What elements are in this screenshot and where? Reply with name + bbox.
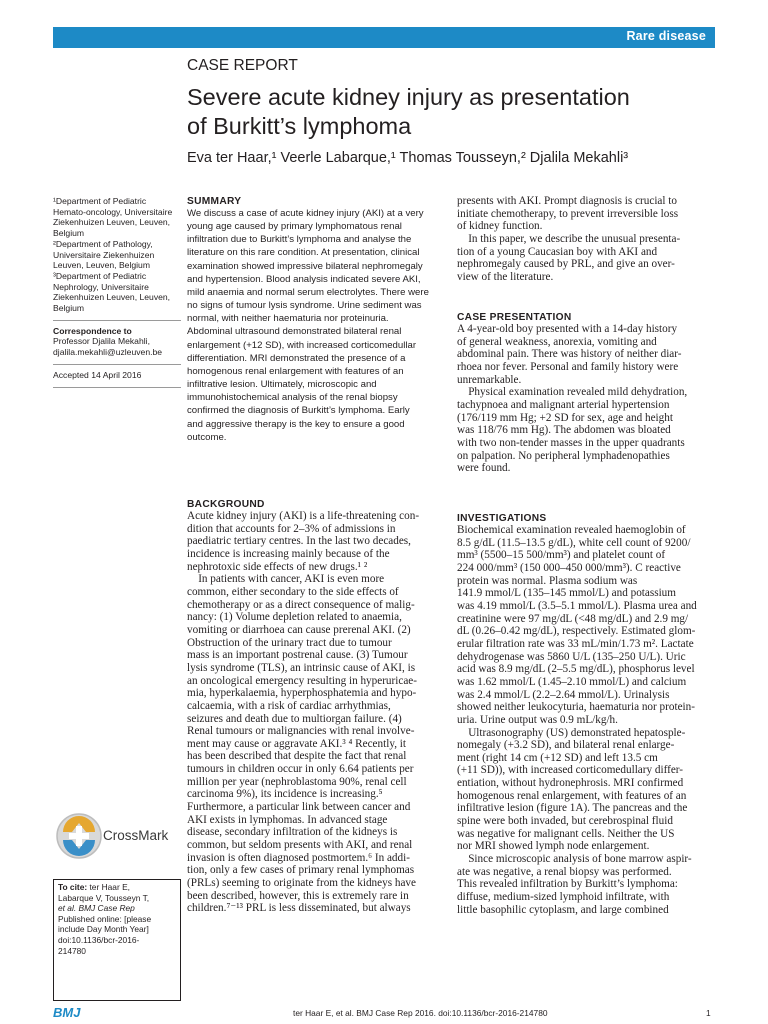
body-line: nancy: (1) Volume depletion related to anaemia, bbox=[187, 611, 402, 624]
summary-line: confirmed the diagnosis of Burkitt’s lymphoma. Early bbox=[187, 405, 410, 417]
summary-line: outcome. bbox=[187, 431, 227, 443]
accepted-date: Accepted 14 April 2016 bbox=[53, 369, 142, 380]
body-line: common, but seldom presents with AKI, and renal bbox=[187, 839, 413, 852]
correspondence-email[interactable]: djalila.mekahli@uzleuven.be bbox=[53, 347, 163, 358]
affiliation-line: Nephrology, Universitaire bbox=[53, 281, 149, 292]
summary-line: infiltration due to Burkitt’s lymphoma and analyse the bbox=[187, 234, 412, 246]
case-presentation-body bbox=[457, 323, 714, 475]
body-line: abdominal pain. There was history of neither diar- bbox=[457, 348, 682, 361]
body-line: of general weakness, anorexia, vomiting and bbox=[457, 335, 657, 348]
body-line: tion of a young Caucasian boy with AKI and bbox=[457, 245, 658, 258]
summary-line: infiltrative lesion. Ultimately, microscopic and bbox=[187, 379, 377, 391]
body-line: (176/119 mm Hg; +2 SD for sex, age and height bbox=[457, 411, 673, 424]
body-line: A 4-year-old boy presented with a 14-day history bbox=[457, 323, 678, 335]
bmj-logo: BMJ bbox=[53, 1005, 81, 1020]
summary-section bbox=[187, 196, 442, 444]
summary-line: young age caused by primary lymphomatous renal bbox=[187, 221, 402, 233]
cite-line: Published online: [please bbox=[58, 913, 152, 924]
body-line: children.⁷⁻¹³ PRL is less disseminated, but always bbox=[187, 902, 411, 915]
body-line: spine were both invaded, but cerebrospinal fluid bbox=[457, 815, 673, 828]
body-line: was 2.4 mmol/L (2.2–2.64 mmol/L). Urinalysis bbox=[457, 688, 670, 701]
affiliation-line: ²Department of Pathology, bbox=[53, 238, 153, 249]
summary-heading: SUMMARY bbox=[187, 196, 242, 207]
body-line: acid was 8.9 mg/dL (2–5.5 mg/dL), phosphorus level bbox=[457, 663, 695, 676]
body-line: Since microscopic analysis of bone marrow aspir- bbox=[457, 853, 692, 866]
body-line: Acute kidney injury (AKI) is a life-threatening con- bbox=[187, 510, 420, 522]
summary-line: normal, with neither haematuria nor proteinuria. bbox=[187, 313, 389, 325]
intro-continuation bbox=[457, 195, 714, 284]
affiliation-line: Belgium bbox=[53, 303, 85, 314]
summary-line: mild anaemia and normal serum electrolytes. There were bbox=[187, 286, 429, 298]
summary-line: immunohistochemical analysis of the renal biopsy bbox=[187, 392, 398, 404]
section-banner bbox=[53, 27, 715, 48]
body-line: homogenous renal enlargement, with features of an bbox=[457, 789, 687, 802]
body-line: Obstruction of the urinary tract due to tumour bbox=[187, 636, 392, 649]
body-line: 224 000/mm³ (150 000–450 000/mm³). C reactive bbox=[457, 561, 681, 574]
affiliation-line: ³Department of Pediatric bbox=[53, 270, 147, 281]
body-line: mass is an important postrenal cause. (3) Tumour bbox=[187, 649, 408, 662]
summary-line: literature on this rare condition. At presentation, clinical bbox=[187, 247, 420, 259]
body-line: an oncological emergency resulting in hyperuricae- bbox=[187, 674, 417, 687]
body-line: mia, hyperkalaemia, hyperphosphatemia and hypo- bbox=[187, 687, 417, 700]
cite-doi[interactable]: 214780 bbox=[58, 945, 86, 956]
body-line: nomegaly (+3.2 SD), and bilateral renal enlarge- bbox=[457, 739, 675, 752]
body-line: In patients with cancer, AKI is even more bbox=[187, 573, 385, 586]
body-line: common, either secondary to the side effects of bbox=[187, 585, 399, 598]
body-line: calcaemia, with a risk of cardiac arrhythmias, bbox=[187, 699, 391, 712]
affiliation-line: Universitaire Ziekenhuizen bbox=[53, 249, 155, 260]
body-line: tachypnoea and malignant arterial hypertension bbox=[457, 398, 670, 411]
body-line: 141.9 mmol/L (135–145 mmol/L) and potassium bbox=[457, 587, 676, 600]
cite-line: include Day Month Year] bbox=[58, 924, 149, 935]
body-line: infiltrative lesion (figure 1A). The pancreas and the bbox=[457, 802, 688, 815]
title-line: of Burkitt’s lymphoma bbox=[187, 113, 412, 139]
body-line: carcinoma 9%), its incidence is increasing.⁵ bbox=[187, 788, 383, 801]
body-line: million per year (nephroblastoma 90%, renal cell bbox=[187, 775, 407, 788]
body-line: (+11 SD)), with increased corticomedullary differ- bbox=[457, 764, 684, 777]
citation-box bbox=[53, 879, 181, 1001]
body-line: dL (0.26–0.42 mg/dL), respectively. Estimated glom- bbox=[457, 625, 696, 638]
affiliation-line: ¹Department of Pediatric bbox=[53, 196, 147, 206]
summary-line: no signs of tumour lysis syndrome. Urine sediment was bbox=[187, 300, 422, 312]
divider bbox=[53, 364, 181, 365]
body-line: This revealed infiltration by Burkitt’s lymphoma: bbox=[457, 878, 678, 891]
body-line: (PRLs) seeming to originate from the kidneys have bbox=[187, 877, 416, 890]
body-line: mm³ (5500–15 500/mm³) and platelet count of bbox=[457, 549, 666, 562]
correspondence-name: Professor Djalila Mekahli, bbox=[53, 336, 150, 347]
body-line: chemotherapy or as a direct consequence of malig- bbox=[187, 598, 415, 611]
affiliations-sidebar bbox=[53, 196, 181, 393]
summary-line: and aggressive therapy is the key to ensure a good bbox=[187, 418, 405, 430]
body-line: Biochemical examination revealed haemoglobin of bbox=[457, 524, 686, 536]
author-list: Eva ter Haar,¹ Veerle Labarque,¹ Thomas Tousseyn,² Djalila Mekahli³ bbox=[187, 150, 629, 166]
body-line: creatinine were 97 mg/dL (<48 mg/dL) and 2.9 mg/ bbox=[457, 612, 689, 625]
case-presentation-section bbox=[457, 312, 714, 475]
body-line: Ultrasonography (US) demonstrated hepatosple- bbox=[457, 726, 686, 739]
body-line: diffuse, medium-sized lymphoid infiltrate, with bbox=[457, 891, 670, 904]
article-title bbox=[187, 83, 707, 141]
cite-heading: To cite: bbox=[58, 882, 88, 892]
background-body bbox=[187, 510, 443, 915]
summary-line: Abdominal ultrasound demonstrated bilateral renal bbox=[187, 326, 402, 338]
title-line: Severe acute kidney injury as presentation bbox=[187, 84, 630, 110]
cite-line: To cite: ter Haar E, bbox=[58, 882, 130, 892]
body-line: Renal tumours or malignancies with renal involve- bbox=[187, 725, 415, 738]
page-number: 1 bbox=[706, 1008, 711, 1018]
body-line: dehydrogenase was 5860 U/L (135–250 U/L). Uric bbox=[457, 650, 686, 663]
body-line: was 1.62 mmol/L (1.45–2.10 mmol/L) and calcium bbox=[457, 675, 687, 688]
body-line: nephromegaly caused by PRL, and give an over- bbox=[457, 258, 675, 271]
body-line: Physical examination revealed mild dehydration, bbox=[457, 386, 688, 399]
footer-citation: ter Haar E, et al. BMJ Case Rep 2016. doi:10.1136/bcr-2016-214780 bbox=[293, 1008, 548, 1018]
body-line: showed neither leukocyturia, haematuria nor protein- bbox=[457, 701, 695, 714]
body-line: 8.5 g/dL (11.5–13.5 g/dL), white cell count of 9200/ bbox=[457, 536, 691, 549]
investigations-section bbox=[457, 513, 714, 916]
body-line: presents with AKI. Prompt diagnosis is crucial to bbox=[457, 195, 677, 207]
article-type: CASE REPORT bbox=[187, 57, 298, 74]
correspondence-heading: Correspondence to bbox=[53, 325, 132, 336]
summary-line: enlargement (+12 SD), with increased corticomedullar bbox=[187, 339, 417, 351]
section-label: Rare disease bbox=[626, 29, 706, 43]
body-line: of kidney function. bbox=[457, 220, 543, 233]
body-line: view of the literature. bbox=[457, 270, 554, 283]
body-line: lysis syndrome (TLS), an intrinsic cause of AKI, is bbox=[187, 661, 416, 674]
body-line: erular filtration rate was 33 mL/min/1.73 m². Lactate bbox=[457, 637, 694, 650]
body-line: nor MRI showed lymph node enlargement. bbox=[457, 840, 650, 853]
summary-line: We discuss a case of acute kidney injury (AKI) at a very bbox=[187, 208, 424, 219]
body-line: ate was negative, a renal biopsy was performed. bbox=[457, 865, 672, 878]
summary-line: homogenous renal enlargement with features of an bbox=[187, 365, 404, 377]
body-line: was 118/76 mm Hg). The abdomen was bloated bbox=[457, 424, 671, 437]
affiliation-line: Leuven, Leuven, Belgium bbox=[53, 260, 150, 271]
body-line: ment may cause or aggravate AKI.³ ⁴ Recently, it bbox=[187, 737, 407, 750]
crossmark-icon bbox=[55, 812, 103, 860]
body-line: were found. bbox=[457, 462, 511, 475]
body-line: paediatric tertiary centres. In the last two decades, bbox=[187, 535, 411, 548]
investigations-body bbox=[457, 524, 714, 916]
affiliation-line: Belgium bbox=[53, 228, 85, 239]
body-line: initiate chemotherapy, to prevent irreversible loss bbox=[457, 207, 679, 220]
investigations-heading: INVESTIGATIONS bbox=[457, 513, 547, 524]
body-line: rhoea nor fever. Personal and family history were bbox=[457, 360, 679, 373]
body-line: incidence is increasing mainly because of the bbox=[187, 547, 390, 560]
divider bbox=[53, 387, 181, 388]
affiliation-line: Hemato-oncology, Universitaire bbox=[53, 206, 173, 217]
body-line: little basophilic cytoplasm, and large combined bbox=[457, 903, 669, 916]
background-section bbox=[187, 499, 443, 915]
body-line: was 4.19 mmol/L (3.5–5.1 mmol/L). Plasma urea and bbox=[457, 599, 697, 612]
body-line: was negative for malignant cells. Neither the US bbox=[457, 827, 675, 840]
summary-body bbox=[187, 207, 442, 444]
body-line: been described, however, this is extremely rare in bbox=[187, 889, 409, 902]
body-line: dition that accounts for 2–3% of admissions in bbox=[187, 522, 396, 535]
body-line: Furthermore, a particular link between cancer and bbox=[187, 801, 411, 814]
affiliation-line: Ziekenhuizen Leuven, Leuven, bbox=[53, 217, 171, 228]
background-heading: BACKGROUND bbox=[187, 499, 265, 510]
body-line: protein was normal. Plasma sodium was bbox=[457, 574, 638, 587]
body-line: with two non-tender masses in the upper quadrants bbox=[457, 436, 685, 449]
summary-line: differentiation. MRI demonstrated the presence of a bbox=[187, 352, 406, 364]
divider bbox=[53, 320, 181, 321]
body-line: nephrotoxic side effects of new drugs.¹ ² bbox=[187, 560, 368, 573]
cite-line: et al. BMJ Case Rep bbox=[58, 903, 135, 914]
body-line: seizures and death due to multiorgan failure. (4) bbox=[187, 712, 402, 725]
body-line: AKI exists in lymphomas. In advanced stage bbox=[187, 813, 388, 826]
body-line: disease, secondary infiltration of the kidneys is bbox=[187, 826, 398, 839]
cite-doi[interactable]: doi:10.1136/bcr-2016- bbox=[58, 934, 140, 945]
body-line: vomiting or diarrhoea can cause prerenal AKI. (2) bbox=[187, 623, 411, 636]
body-line: invasion is often diagnosed postmortem.⁶ In addi- bbox=[187, 851, 410, 864]
body-line: tion, only a few cases of primary renal lymphomas bbox=[187, 864, 415, 877]
body-line: has been described that despite the fact that renal bbox=[187, 750, 407, 763]
body-line: unremarkable. bbox=[457, 373, 522, 386]
body-line: tumours in children occur in only 6.64 patients per bbox=[187, 763, 414, 776]
affiliation-list bbox=[53, 196, 181, 314]
case-presentation-heading: CASE PRESENTATION bbox=[457, 312, 572, 323]
body-line: ment (right 14 cm (+12 SD) and left 13.5 cm bbox=[457, 751, 658, 764]
intro-body bbox=[457, 195, 714, 284]
crossmark-label[interactable]: CrossMark bbox=[103, 828, 169, 843]
body-line: on palpation. No peripheral lymphadenopathies bbox=[457, 449, 670, 462]
affiliation-line: Ziekenhuizen Leuven, Leuven, bbox=[53, 292, 171, 303]
cite-line: Labarque V, Tousseyn T, bbox=[58, 892, 150, 903]
body-line: In this paper, we describe the unusual presenta- bbox=[457, 232, 681, 245]
body-line: entiation, without hydronephrosis. MRI confirmed bbox=[457, 777, 684, 790]
summary-line: and hypertension. Blood analysis indicated severe AKI, bbox=[187, 273, 421, 285]
body-line: uria. Urine output was 0.9 mL/kg/h. bbox=[457, 713, 618, 726]
summary-line: examination showed impressive bilateral nephromegaly bbox=[187, 260, 423, 272]
